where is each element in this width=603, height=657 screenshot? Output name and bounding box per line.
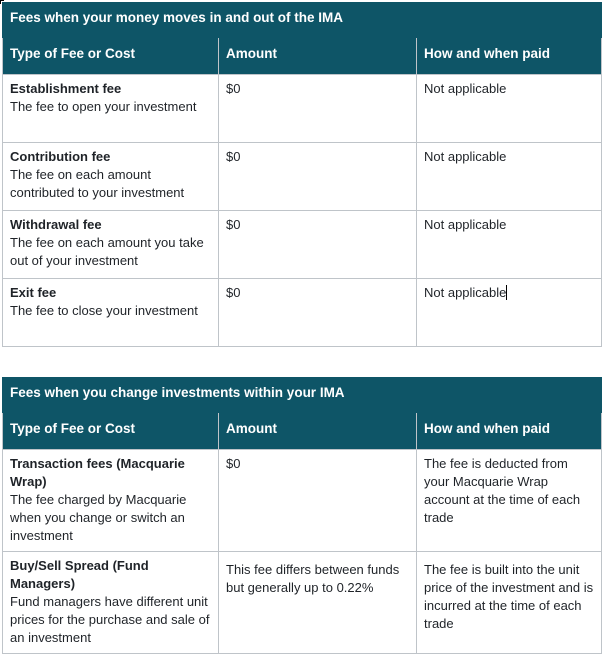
fees-change-investments-table [2, 377, 602, 654]
fee-description: The fee on each amount contributed to your investment [10, 167, 185, 200]
fee-description: The fee to open your investment [10, 99, 197, 114]
column-header-amount: Amount [219, 413, 417, 450]
fee-amount-cell[interactable]: $0 [219, 75, 417, 143]
fees-money-moves-table [2, 2, 602, 347]
text-cursor [506, 285, 507, 300]
fee-amount-cell[interactable]: $0 [219, 279, 417, 347]
fee-type-cell[interactable] [3, 279, 219, 347]
fee-description: The fee on each amount you take out of your investment [10, 235, 204, 268]
fee-amount-cell[interactable]: This fee differs between funds but generally up to 0.22% [219, 552, 417, 654]
fee-type-cell[interactable] [3, 450, 219, 552]
table-header-row [3, 413, 602, 450]
fee-paid-cell[interactable]: Not applicable [417, 211, 602, 279]
column-header-paid: How and when paid [417, 38, 602, 75]
fee-paid-text: Not applicable [424, 285, 507, 300]
table-row [3, 279, 602, 347]
table-title-row [3, 3, 602, 38]
table-row [3, 211, 602, 279]
fee-name: Buy/Sell Spread (Fund Managers) [10, 558, 149, 591]
column-header-type: Type of Fee or Cost [3, 413, 219, 450]
fee-amount-cell[interactable]: $0 [219, 143, 417, 211]
fee-type-cell[interactable] [3, 75, 219, 143]
fee-name: Exit fee [10, 285, 57, 300]
table-title: Fees when your money moves in and out of the IMA [3, 3, 602, 38]
column-header-amount: Amount [219, 38, 417, 75]
fee-paid-cell[interactable]: Not applicable [417, 75, 602, 143]
fee-name: Transaction fees (Macquarie Wrap) [10, 456, 185, 489]
fee-description: Fund managers have different unit prices for the purchase and sale of an investment [10, 594, 210, 645]
fee-type-cell[interactable] [3, 143, 219, 211]
table-row [3, 143, 602, 211]
fee-paid-cell[interactable]: The fee is deducted from your Macquarie Wrap account at the time of each trade [417, 450, 602, 552]
fee-type-cell[interactable] [3, 211, 219, 279]
table-row [3, 552, 602, 654]
table-row [3, 450, 602, 552]
fee-description: The fee charged by Macquarie when you change or switch an investment [10, 492, 187, 543]
fee-amount-cell[interactable]: $0 [219, 211, 417, 279]
column-header-paid: How and when paid [417, 413, 602, 450]
fee-type-cell[interactable] [3, 552, 219, 654]
fee-paid-cell[interactable]: Not applicable [417, 143, 602, 211]
fee-name: Contribution fee [10, 149, 111, 164]
table-row [3, 75, 602, 143]
column-header-type: Type of Fee or Cost [3, 38, 219, 75]
table-title: Fees when you change investments within your IMA [3, 378, 602, 413]
fee-amount-cell[interactable]: $0 [219, 450, 417, 552]
fee-paid-cell[interactable]: The fee is built into the unit price of the investment and is incurred at the time of each trade [417, 552, 602, 654]
fee-name: Withdrawal fee [10, 217, 102, 232]
fee-paid-cell-active[interactable] [417, 279, 602, 347]
table-title-row [3, 378, 602, 413]
fee-description: The fee to close your investment [10, 303, 198, 318]
table-header-row [3, 38, 602, 75]
fee-name: Establishment fee [10, 81, 122, 96]
